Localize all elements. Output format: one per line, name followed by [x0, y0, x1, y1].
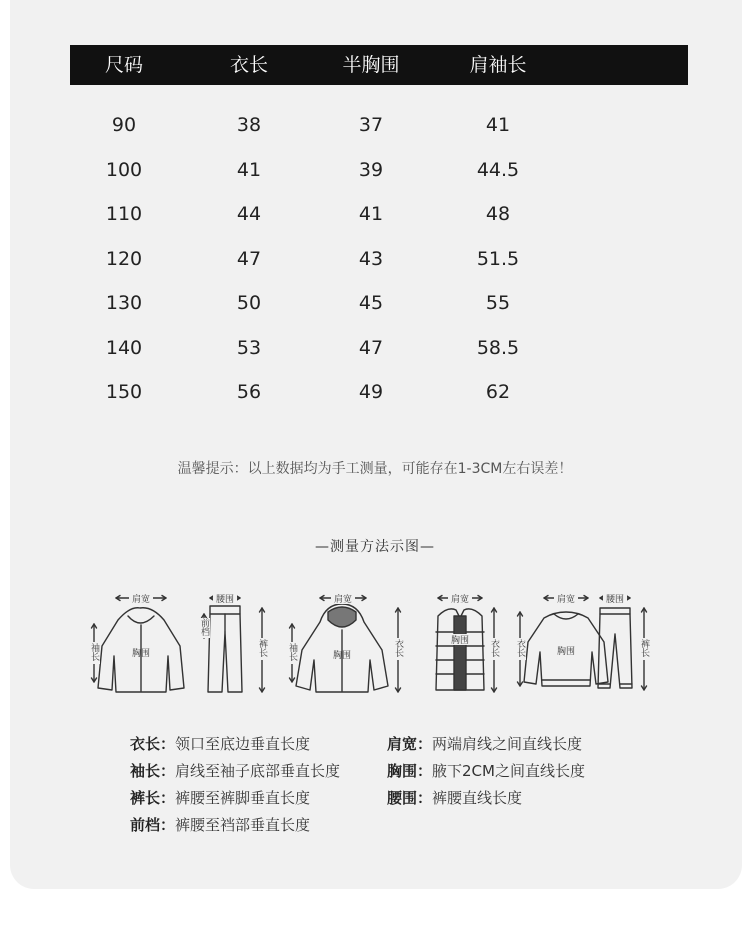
- cell-size: 100: [105, 159, 143, 181]
- header-size: 尺码: [104, 54, 143, 76]
- description: 腋下2CM之间直线长度: [432, 762, 585, 780]
- method-title: —测量方法示图—: [315, 539, 435, 555]
- description: 裤腰至裆部垂直长度: [175, 816, 311, 834]
- cell-half-chest: 39: [358, 159, 384, 181]
- header-shoulder-sleeve: 肩袖长: [469, 54, 527, 76]
- definition-pants-length: [130, 788, 310, 808]
- term: 前档：: [130, 816, 176, 834]
- label-sleeve: 袖长: [287, 643, 297, 661]
- description: 裤腰至裤脚垂直长度: [175, 789, 311, 807]
- description: 肩线至袖子底部垂直长度: [175, 762, 341, 780]
- measurement-tip: 温馨提示：以上数据均为手工测量，可能存在1-3CM左右误差！: [177, 461, 573, 477]
- definition-shoulder: [387, 734, 582, 754]
- description: 裤腰直线长度: [432, 789, 523, 807]
- label-pants-length: 裤长: [639, 639, 649, 657]
- description: 领口至底边垂直长度: [175, 735, 311, 753]
- cell-size: 150: [105, 381, 143, 403]
- cell-half-chest: 45: [358, 292, 384, 314]
- cell-size: 120: [105, 248, 143, 270]
- table-header: [70, 45, 688, 85]
- cell-size: 110: [105, 203, 143, 225]
- table-row: [70, 288, 688, 318]
- label-front-rise: 前档: [199, 618, 209, 636]
- label-chest: 胸围: [450, 636, 470, 646]
- definition-front-rise: [130, 815, 310, 835]
- label-waist: 腰围: [605, 595, 625, 605]
- label-shoulder: 肩宽: [450, 595, 470, 605]
- cell-half-chest: 49: [358, 381, 384, 403]
- cell-size: 90: [111, 114, 137, 136]
- description: 两端肩线之间直线长度: [432, 735, 583, 753]
- cell-shoulder-sleeve: 62: [485, 381, 511, 403]
- term: 肩宽：: [387, 735, 433, 753]
- header-half-chest: 半胸围: [342, 54, 400, 76]
- table-row: [70, 155, 688, 185]
- cell-shoulder-sleeve: 44.5: [476, 159, 520, 181]
- cell-length: 47: [236, 248, 262, 270]
- label-shoulder: 肩宽: [131, 595, 151, 605]
- term: 胸围：: [387, 762, 433, 780]
- cell-length: 56: [236, 381, 262, 403]
- definition-sleeve: [130, 761, 340, 781]
- cell-length: 41: [236, 159, 262, 181]
- cell-shoulder-sleeve: 51.5: [476, 248, 520, 270]
- pants-figure: [202, 596, 265, 693]
- table-row: [70, 377, 688, 407]
- definition-chest: [387, 761, 585, 781]
- cell-half-chest: 43: [358, 248, 384, 270]
- definition-waist: [387, 788, 522, 808]
- table-row: [70, 244, 688, 274]
- label-shoulder: 肩宽: [556, 595, 576, 605]
- cell-length: 50: [236, 292, 262, 314]
- term: 腰围：: [387, 789, 433, 807]
- term: 衣长：: [130, 735, 176, 753]
- cell-shoulder-sleeve: 41: [485, 114, 511, 136]
- table-row: [70, 110, 688, 140]
- hoodie-figure: [92, 596, 185, 693]
- label-chest: 胸围: [556, 647, 576, 657]
- cell-size: 130: [105, 292, 143, 314]
- label-length: 衣长: [515, 639, 525, 657]
- label-sleeve: 袖长: [89, 643, 99, 661]
- definition-length: [130, 734, 310, 754]
- table-row: [70, 199, 688, 229]
- cell-shoulder-sleeve: 58.5: [476, 337, 520, 359]
- sweater-figure: [518, 596, 609, 687]
- label-shoulder: 肩宽: [333, 595, 353, 605]
- label-chest: 胸围: [332, 651, 352, 661]
- cell-shoulder-sleeve: 48: [485, 203, 511, 225]
- term: 袖长：: [130, 762, 176, 780]
- cell-length: 53: [236, 337, 262, 359]
- header-length: 衣长: [229, 54, 268, 76]
- table-row: [70, 333, 688, 363]
- label-chest: 胸围: [131, 649, 151, 659]
- measurement-figures: [88, 590, 658, 700]
- cell-length: 44: [236, 203, 262, 225]
- label-pants-length: 裤长: [257, 639, 267, 657]
- cell-half-chest: 37: [358, 114, 384, 136]
- cell-shoulder-sleeve: 55: [485, 292, 511, 314]
- cell-length: 38: [236, 114, 262, 136]
- label-waist: 腰围: [215, 595, 235, 605]
- label-length: 衣长: [489, 639, 499, 657]
- label-length: 衣长: [393, 639, 403, 657]
- cell-half-chest: 41: [358, 203, 384, 225]
- term: 裤长：: [130, 789, 176, 807]
- cell-size: 140: [105, 337, 143, 359]
- jacket-figure: [290, 596, 401, 693]
- cell-half-chest: 47: [358, 337, 384, 359]
